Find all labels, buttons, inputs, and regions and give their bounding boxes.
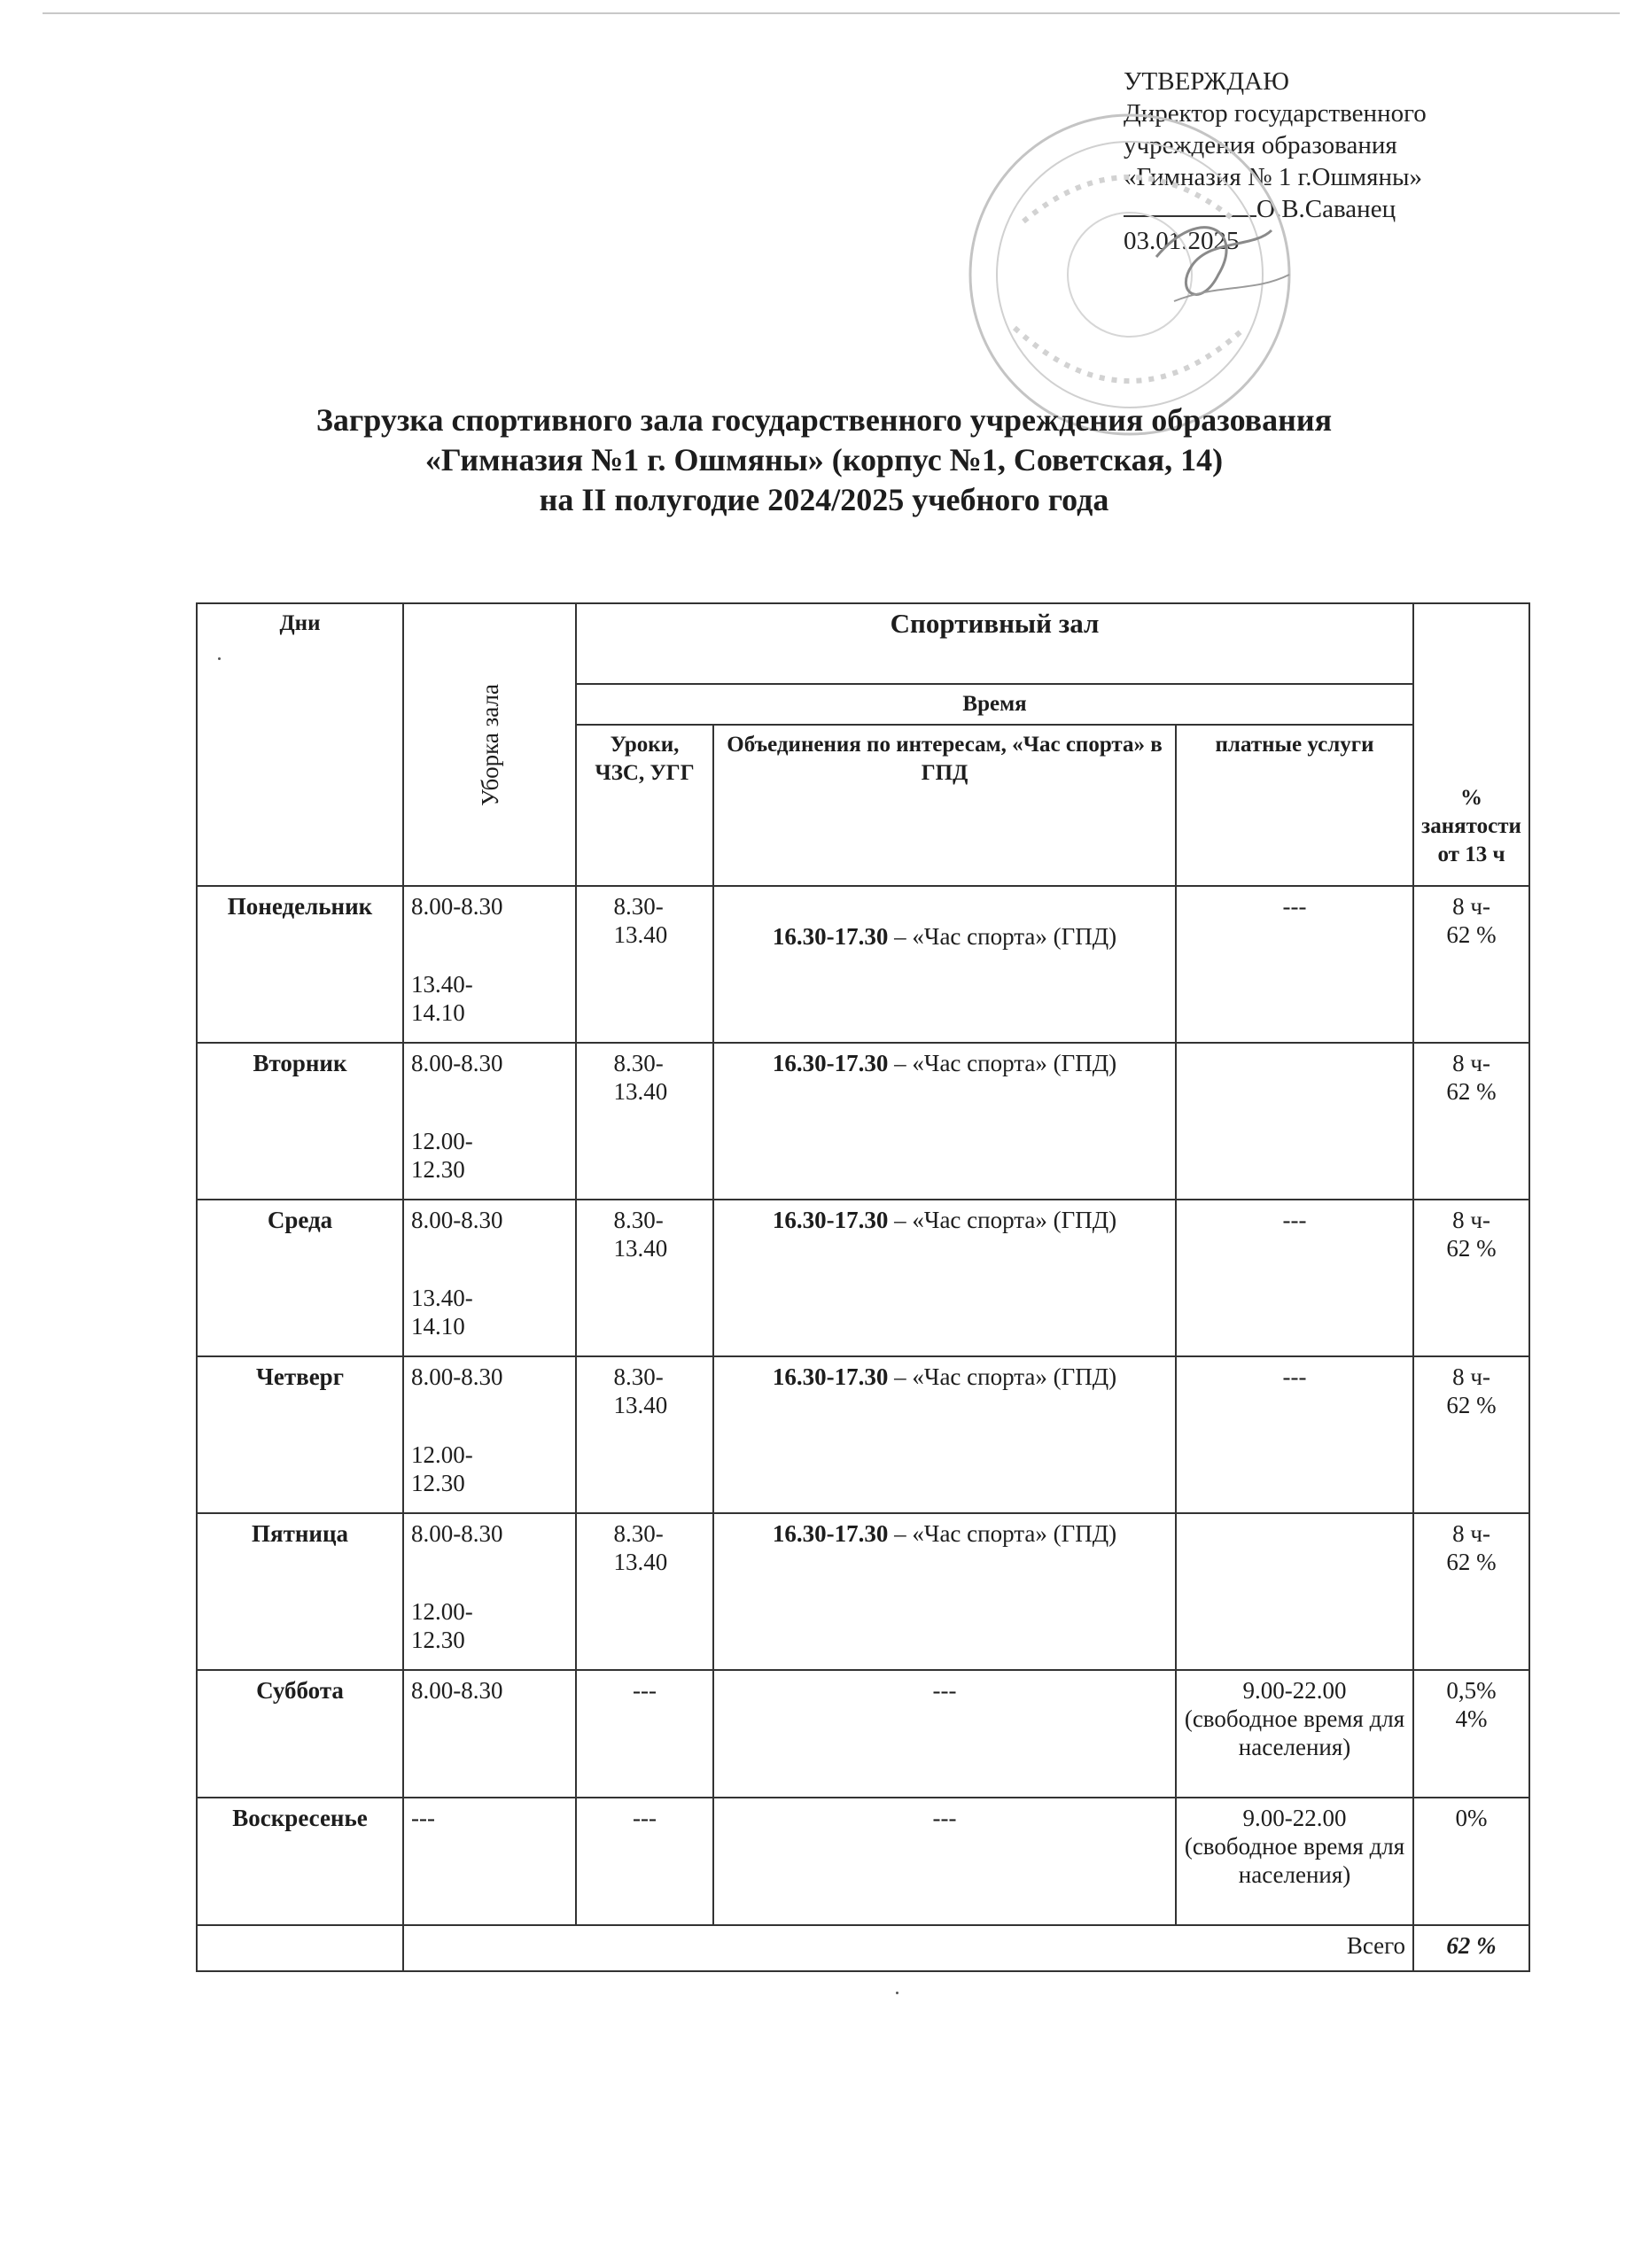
header-time: Время: [576, 684, 1413, 725]
table-row: [197, 1513, 1529, 1670]
cleaning-time-2: 13.40-14.10: [411, 1285, 473, 1340]
percent-hours: 8 ч-: [1452, 1207, 1490, 1233]
percent-cell: [1413, 886, 1529, 1043]
lessons-cell: [576, 1356, 713, 1513]
header-cleaning: [403, 603, 576, 886]
cleaning-time-1: 8.00-8.30: [411, 1520, 503, 1547]
lessons-cell: [576, 886, 713, 1043]
gym-schedule-table: [196, 602, 1530, 1972]
cleaning-cell: [403, 1043, 576, 1200]
lessons-time: 8.30-13.40: [613, 1520, 668, 1575]
percent-value: 62 %: [1446, 1392, 1497, 1418]
percent-cell: [1413, 1043, 1529, 1200]
approval-block: [1124, 66, 1513, 257]
header-days: Дни: [197, 603, 403, 886]
paid-cell: [1176, 1513, 1413, 1670]
percent-hours: 0,5%: [1446, 1677, 1497, 1704]
approval-institution: учреждения образования: [1124, 131, 1397, 159]
lessons-time: 8.30-13.40: [613, 1050, 668, 1105]
approval-date: 03.01.2025: [1124, 227, 1240, 255]
clubs-time: 16.30-17.30: [772, 1363, 889, 1390]
percent-cell: [1413, 1798, 1529, 1925]
header-row-1: [197, 603, 1529, 684]
percent-cell: [1413, 1513, 1529, 1670]
clubs-time: 16.30-17.30: [772, 1520, 889, 1547]
cleaning-cell: [403, 886, 576, 1043]
percent-hours: 8 ч-: [1452, 1363, 1490, 1390]
scan-speck: [218, 657, 221, 660]
percent-hours: 8 ч-: [1452, 893, 1490, 920]
percent-value: 62 %: [1446, 1549, 1497, 1575]
header-clubs: Объединения по интересам, «Час спорта» в ГПД: [713, 725, 1176, 886]
day-cell: Суббота: [197, 1670, 403, 1798]
clubs-cell: ---: [713, 1670, 1176, 1798]
clubs-text: – «Час спорта» (ГПД): [888, 1363, 1117, 1390]
lessons-cell: [576, 1043, 713, 1200]
cleaning-time-2: 12.00-12.30: [411, 1128, 473, 1183]
table-row: [197, 1670, 1529, 1798]
table-row: [197, 1200, 1529, 1356]
clubs-text: – «Час спорта» (ГПД): [888, 1050, 1117, 1076]
total-value: 62 %: [1413, 1925, 1529, 1971]
lessons-time: 8.30-13.40: [613, 893, 668, 948]
clubs-time: 16.30-17.30: [772, 1207, 889, 1233]
cleaning-time-1: 8.00-8.30: [411, 1207, 503, 1233]
cleaning-time-1: ---: [411, 1805, 435, 1831]
percent-value: 4%: [1455, 1705, 1488, 1732]
paid-cell: ---: [1176, 886, 1413, 1043]
table-row: [197, 1798, 1529, 1925]
approval-position: Директор государственного: [1124, 99, 1427, 128]
header-paid: платные услуги: [1176, 725, 1413, 886]
title-line-3: на II полугодие 2024/2025 учебного года: [539, 482, 1109, 517]
paid-cell: 9.00-22.00 (свободное время для населения): [1176, 1670, 1413, 1798]
total-label: Всего: [403, 1925, 1413, 1971]
clubs-cell: [713, 1513, 1176, 1670]
cleaning-cell: [403, 1200, 576, 1356]
clubs-entry: [721, 1519, 1168, 1548]
clubs-text: – «Час спорта» (ГПД): [888, 1207, 1117, 1233]
cleaning-cell: [403, 1798, 576, 1925]
cleaning-cell: [403, 1513, 576, 1670]
total-empty-cell: [197, 1925, 403, 1971]
cleaning-time-1: 8.00-8.30: [411, 1677, 503, 1704]
clubs-entry: [721, 922, 1168, 951]
table-row: [197, 1356, 1529, 1513]
clubs-cell: [713, 1043, 1176, 1200]
lessons-cell: ---: [576, 1798, 713, 1925]
clubs-cell: ---: [713, 1798, 1176, 1925]
lessons-cell: [576, 1200, 713, 1356]
table-row: [197, 1043, 1529, 1200]
header-lessons: Уроки, ЧЗС, УГГ: [576, 725, 713, 886]
approval-heading: УТВЕРЖДАЮ: [1124, 67, 1289, 96]
clubs-entry: [721, 1363, 1168, 1391]
cleaning-time-1: 8.00-8.30: [411, 893, 503, 920]
cleaning-time-2: 12.00-12.30: [411, 1598, 473, 1653]
percent-hours: 0%: [1455, 1805, 1488, 1831]
approval-school-name: «Гимназия № 1 г.Ошмяны»: [1124, 163, 1422, 191]
paid-cell: 9.00-22.00 (свободное время для населения): [1176, 1798, 1413, 1925]
approval-signer: О.В.Саванец: [1256, 195, 1396, 223]
clubs-cell: [713, 886, 1176, 1043]
paid-cell: ---: [1176, 1200, 1413, 1356]
percent-cell: [1413, 1670, 1529, 1798]
percent-cell: [1413, 1356, 1529, 1513]
paid-cell: [1176, 1043, 1413, 1200]
cleaning-time-1: 8.00-8.30: [411, 1363, 503, 1390]
clubs-entry: [721, 1049, 1168, 1077]
cleaning-cell: [403, 1356, 576, 1513]
cleaning-time-1: 8.00-8.30: [411, 1050, 503, 1076]
clubs-cell: [713, 1200, 1176, 1356]
total-row: [197, 1925, 1529, 1971]
cleaning-time-2: 12.00-12.30: [411, 1441, 473, 1496]
percent-value: 62 %: [1446, 1078, 1497, 1105]
lessons-cell: [576, 1513, 713, 1670]
paid-cell: ---: [1176, 1356, 1413, 1513]
day-cell: Понедельник: [197, 886, 403, 1043]
percent-value: 62 %: [1446, 921, 1497, 948]
day-cell: Среда: [197, 1200, 403, 1356]
title-line-1: Загрузка спортивного зала государственного учреждения образования: [315, 402, 1333, 438]
clubs-entry: [721, 1206, 1168, 1234]
percent-hours: 8 ч-: [1452, 1050, 1490, 1076]
lessons-time: 8.30-13.40: [613, 1207, 668, 1262]
day-cell: Пятница: [197, 1513, 403, 1670]
header-cleaning-text: Уборка зала: [476, 683, 503, 806]
percent-hours: 8 ч-: [1452, 1520, 1490, 1547]
cleaning-cell: [403, 1670, 576, 1798]
clubs-text: – «Час спорта» (ГПД): [888, 1520, 1117, 1547]
table-row: [197, 886, 1529, 1043]
lessons-time: 8.30-13.40: [613, 1363, 668, 1418]
percent-cell: [1413, 1200, 1529, 1356]
lessons-cell: ---: [576, 1670, 713, 1798]
title-line-2: «Гимназия №1 г. Ошмяны» (корпус №1, Советская, 14): [424, 442, 1224, 478]
clubs-time: 16.30-17.30: [772, 1050, 889, 1076]
header-gym: Спортивный зал: [576, 603, 1413, 684]
percent-value: 62 %: [1446, 1235, 1497, 1262]
day-cell: Четверг: [197, 1356, 403, 1513]
clubs-time: 16.30-17.30: [772, 923, 889, 950]
signature-line: [1124, 196, 1256, 217]
approval-signature-row: [1124, 193, 1513, 225]
cleaning-time-2: 13.40-14.10: [411, 971, 473, 1026]
day-cell: Воскресенье: [197, 1798, 403, 1925]
clubs-cell: [713, 1356, 1176, 1513]
scan-speck: [896, 1992, 898, 1994]
day-cell: Вторник: [197, 1043, 403, 1200]
header-percent: % занятости от 13 ч: [1413, 603, 1529, 886]
clubs-text: – «Час спорта» (ГПД): [888, 923, 1117, 950]
document-title: [159, 400, 1489, 520]
page-top-rule: [43, 12, 1620, 14]
